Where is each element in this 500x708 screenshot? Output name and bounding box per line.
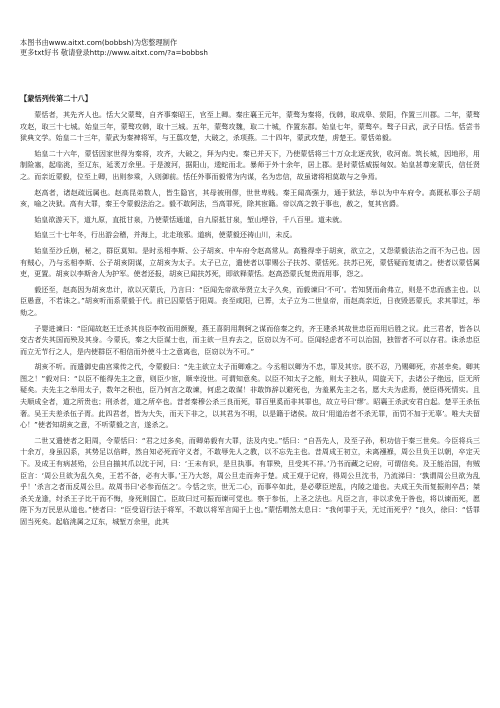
source-notice-line-1: 本图书由www.aitxt.com(bobbsh)为您整理制作 (20, 38, 178, 47)
paragraph: 毅还至，赵高因为胡亥忠计，欲以灭蒙氏，乃言曰：“臣闻先帝欲举贤立太子久矣，而毅谏曰‘不可’。若知贤而俞弗立，则是不忠而惑主也。以臣愚意，不若诛之。”胡亥听而系蒙毅于代。前已囚蒙恬于阳周。丧至咸阳，已葬，太子立为二世皇帝，而赵高亲近，日夜毁恶蒙氏，求其罪过，举劾之。 (20, 284, 480, 317)
paragraph: 始皇三十七年冬，行出游会稽，并海上，北走琅邪。道病，使蒙毅还祷山川，未反。 (34, 230, 297, 240)
body-text (20, 109, 480, 528)
source-notice-line-2: 更多txt好书 敬请登录http://www.aitxt.com/?a=bobbsh (20, 48, 208, 57)
paragraph: 赵高者，诸赵疏远属也。赵高昆弟数人，皆生隐宫，其母被刑僇，世世卑贱。秦王闻高强力，通于狱法，举以为中车府令。高既私事公子胡亥，喻之决狱。高有大罪，秦王令蒙毅法治之。毅不敢阿法，当高罪死，除其宦籍。帝以高之敦于事也，赦之，复其官爵。 (20, 187, 480, 209)
paragraph: 胡亥不听。而遣御史曲宫乘传之代，令蒙毅曰：“先主欲立太子而卿难之。今丞相以卿为不忠，罪及其宗。朕不忍，乃赐卿死，亦甚幸矣。卿其图之！”毅对曰：“以臣不能得先主之意，则臣少宦，顺幸没世。可谓知意矣。以臣不知太子之能，则太子独从，周旋天下，去诸公子绝远，臣无所疑矣。夫先主之举用太子，数年之积也，臣乃何言之敢谏，何虑之敢谋！非敢饰辞以避死也，为羞累先主之名，愿大夫为虑焉，使臣得死情实。且夫顺成全者，道之所贵也；刑杀者，道之所卒也。昔者秦穆公杀三良而死，罪百里奚而非其罪也，故立号曰‘缪’。昭襄王杀武安君白起。楚平王杀伍奢。吴王夫差杀伍子胥。此四君者，皆为大失，而天下非之，以其君为不明，以是籍于诸侯。故曰‘用道治者不杀无罪，而罚不加于无辜’。唯大夫留心！”使者知胡亥之意，不听蒙毅之言，遂杀之。 (20, 362, 480, 430)
paragraph: 蒙恬者，其先齐人也。恬大父蒙骜，自齐事秦昭王，官至上卿。秦庄襄王元年，蒙骜为秦将，伐韩，取成皋、荥阳，作置三川郡。二年，蒙骜攻赵，取三十七城。始皇三年，蒙骜攻韩，取十三城。五年，蒙骜攻魏，取二十城，作置东郡。始皇七年，蒙骜卒。骜子曰武，武子曰恬。恬尝书狱典文学。始皇二十三年，蒙武为秦裨将军，与王翦攻楚，大破之，杀项燕。二十四年，蒙武攻楚，虏楚王。蒙恬弟毅。 (20, 110, 480, 143)
paragraph: 二世又遣使者之阳周，令蒙恬曰：“君之过多矣，而卿弟毅有大罪，法及内史。”恬曰：“自吾先人，及至子孙，积功信于秦三世矣。今臣将兵三十余万，身虽囚系，其势足以倍畔，然自知必死而守义者，不敢辱先人之教，以不忘先主也。昔周成王初立，未离襁褓，周公旦负王以朝，卒定天下。及成王有病甚殆，公旦自揃其爪以沈于河，曰：‘王未有识，是旦执事。有罪殃，旦受其不祥。’乃书而藏之记府，可谓信矣。及王能治国，有贼臣言：‘周公旦欲为乱久矣，王若不备，必有大事。’王乃大怒，周公旦走而奔于楚。成王观于记府，得周公旦沈书，乃流涕曰：‘孰谓周公旦欲为乱乎！’杀言之者而反周公旦。故周书曰‘必参而伍之’。今恬之宗，世无二心，而事卒如此，是必孽臣逆乱，内陵之道也。夫成王失而复振则卒昌；桀杀关龙逢，纣杀王子比干而不悔，身死则国亡。臣故曰过可振而谏可觉也。察于参伍，上圣之法也。凡臣之言，非以求免于咎也，将以谏而死，愿陛下为万民思从道也。”使者曰：“臣受诏行法于将军，不敢以将军言闻于上也。”蒙恬喟然太息曰：“我何罪于天，无过而死乎？”良久，徐曰：“恬罪固当死矣。起临洮属之辽东，城堑万余里，此其 (20, 435, 480, 526)
paragraph: 始皇欲游天下，道九原，直抵甘泉，乃使蒙恬通道，自九原抵甘泉，堑山堙谷，千八百里。道未就。 (34, 214, 347, 224)
paragraph: 始皇至沙丘崩，秘之，群臣莫知。是时丞相李斯、公子胡亥、中车府令赵高常从。高雅得幸于胡亥，欲立之，又怨蒙毅法治之而不为己也。因有贼心，乃与丞相李斯、公子胡亥阴谋，立胡亥为太子。太子已立，遣使者以罪赐公子扶苏、蒙恬死。扶苏已死，蒙恬疑而复请之。使者以蒙恬属吏，更置。胡亥以李斯舍人为护军。使者还报，胡亥已闻扶苏死，即欲释蒙恬。赵高恐蒙氏复贵而用事，怨之。 (20, 245, 480, 279)
paragraph: 子婴进谏曰：“臣闻故赵王迁杀其良臣李牧而用颜聚，燕王喜阴用荆轲之谋而倍秦之约，齐王建杀其故世忠臣而用后胜之议。此三君者，皆各以变古者失其国而殃及其身。今蒙氏，秦之大臣谋士也，而主欲一旦弃去之，臣窃以为不可。臣闻轻虑者不可以治国，独智者不可以存君。诛杀忠臣而立无节行之人，是内使群臣不相信而外使斗士之意离也，臣窃以为不可。” (20, 323, 480, 356)
paragraph: 始皇二十六年，蒙恬因家世得为秦将，攻齐，大破之，拜为内史。秦已并天下，乃使蒙恬将三十万众北逐戎狄，收河南。筑长城，因地形，用制险塞，起临洮，至辽东，延袤万余里。于是渡河，据阳山，逶蛇而北。暴师于外十余年，居上郡。是时蒙恬威振匈奴。始皇甚尊宠蒙氏，信任贤之。而亲近蒙毅，位至上卿，出则参乘，入则御前。恬任外事而毅常为内谋，名为忠信，故虽诸将相莫敢与之争焉。 (20, 148, 480, 181)
section-title: 【蒙恬列传第二十八】 (20, 94, 92, 103)
